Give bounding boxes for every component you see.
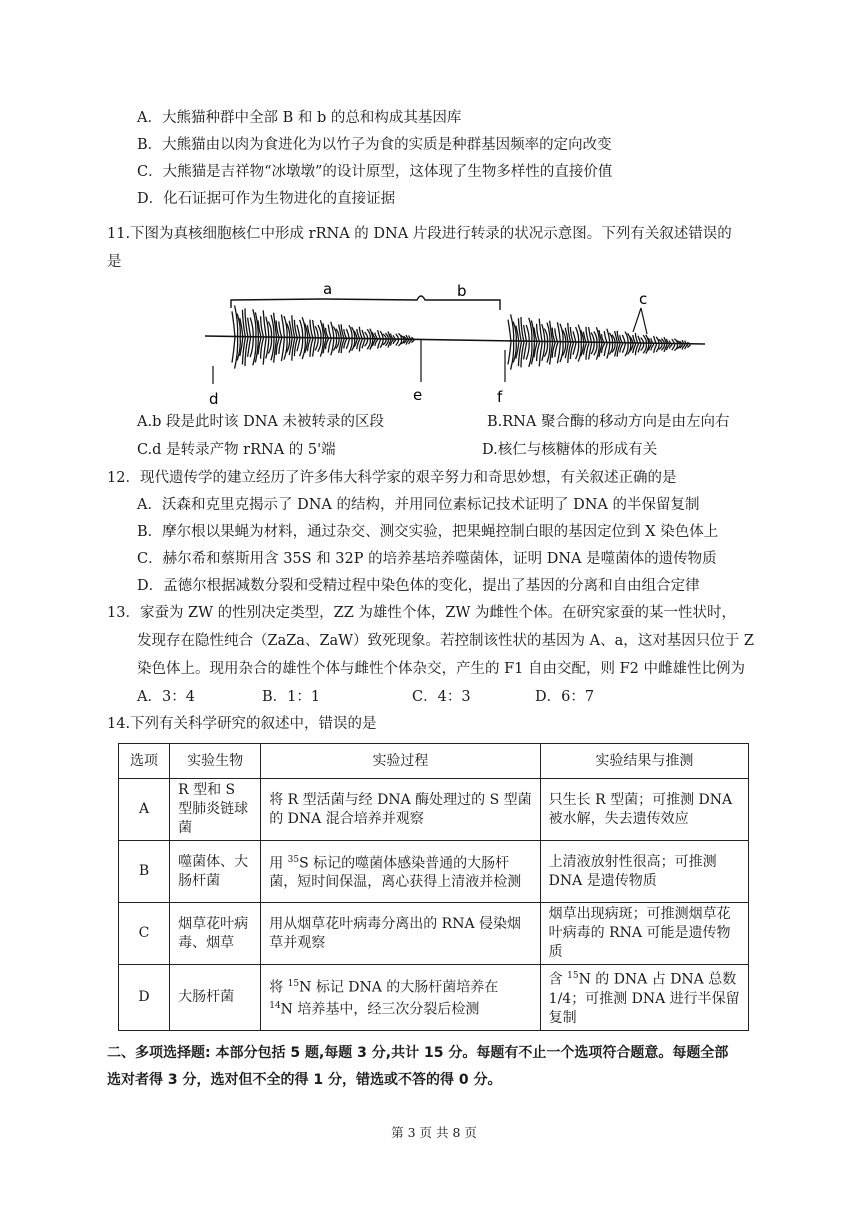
row-result: 上清液放射性很高；可推测 DNA 是遗传物质	[540, 841, 748, 903]
label-b: b	[457, 282, 467, 300]
rrna-strand	[539, 319, 542, 343]
header-process: 实验过程	[261, 744, 540, 779]
q11-option-a: A.b 段是此时该 DNA 未被转录的区段	[137, 414, 384, 430]
label-f: f	[497, 388, 503, 406]
q12-option-c: C．赫尔希和蔡斯用含 35S 和 32P 的培养基培养噬菌体，证明 DNA 是噬菌体的遗传物质	[137, 551, 717, 567]
q11-option-d: D.核仁与核糖体的形成有关	[482, 442, 658, 458]
rrna-strand	[537, 324, 540, 343]
q13-option-a: A．3：4	[137, 689, 195, 705]
rrna-strand	[313, 338, 316, 356]
label-c: c	[639, 290, 648, 308]
q10-option-b: B．大熊猫由以肉为食进化为以竹子为食的实质是种群基因频率的定向改变	[137, 137, 612, 153]
rrna-strand	[313, 320, 316, 338]
transcription-diagram	[195, 282, 725, 408]
rrna-strand	[521, 317, 524, 342]
table-row	[119, 903, 749, 965]
row-option: C	[119, 903, 170, 965]
q13-stem-1: 13．家蚕为 ZW 的性别决定类型，ZZ 为雄性个体，ZW 为雌性个体。在研究家蚕的某一性状时，	[107, 605, 736, 621]
rrna-strand	[589, 327, 592, 343]
row-result: 含 $^{15}$N 的 DNA 占 DNA 总数 1/4；可推测 DNA 进行半保留复制	[540, 965, 748, 1031]
rrna-strand	[281, 338, 284, 361]
table-header-row	[119, 744, 749, 779]
rrna-strand	[346, 329, 349, 339]
section-2-heading-cont: 选对者得 3 分，选对但不全的得 1 分，错选或不答的得 0 分。	[107, 1072, 502, 1088]
header-organism: 实验生物	[170, 744, 261, 779]
rrna-strand	[328, 325, 331, 339]
rrna-strand	[604, 344, 607, 356]
header-option: 选项	[119, 744, 170, 779]
rrna-strand	[537, 342, 540, 361]
rrna-strand	[263, 310, 266, 337]
q13-option-d: D．6：7	[535, 689, 595, 705]
row-option: B	[119, 841, 170, 903]
rrna-strand	[279, 322, 282, 338]
rrna-strand	[279, 338, 282, 354]
q13-option-b: B．1：1	[262, 689, 321, 705]
rrna-strand	[557, 343, 560, 364]
q13-stem-2: 发现存在隐性纯合（ZaZa、ZaW）致死现象。若控制该性状的基因为 A、a，这对基因只位于 Z	[137, 633, 754, 649]
row-result: 只生长 R 型菌；可推测 DNA 被水解，失去遗传效应	[540, 779, 748, 841]
q10-option-a: A．大熊猫种群中全部 B 和 b 的总和构成其基因库	[137, 110, 462, 126]
q11-stem-cont: 是	[107, 254, 122, 270]
q10-option-c: C．大熊猫是吉祥物“冰墩墩”的设计原型，这体现了生物多样性的直接价值	[137, 164, 613, 180]
section-2-heading: 二、多项选择题: 本部分包括 5 题,每题 3 分,共计 15 分。每题有不止一个选项符合题意。每题全部	[107, 1045, 729, 1061]
experiment-table	[118, 743, 749, 1031]
label-a: a	[323, 282, 333, 298]
rrna-strand	[331, 339, 334, 356]
row-process: 用从烟草花叶病毒分离出的 RNA 侵染烟草并观察	[261, 903, 540, 965]
row-option: D	[119, 965, 170, 1031]
rrna-strand	[555, 343, 558, 357]
table-row	[119, 841, 749, 903]
rrna-strand	[396, 340, 399, 346]
q11-option-c: C.d 是转录产物 rRNA 的 5'端	[137, 442, 336, 458]
rrna-strand	[589, 343, 592, 359]
rrna-strand	[539, 342, 542, 366]
rrna-strand	[635, 344, 638, 355]
row-process: 将 $^{15}$N 标记 DNA 的大肠杆菌培养在 $^{14}$N 培养基中，经三次分裂后检测	[261, 965, 540, 1031]
rrna-strand	[622, 344, 625, 353]
rrna-strand	[359, 339, 362, 351]
rrna-strand	[261, 316, 264, 337]
table-row	[119, 965, 749, 1031]
rrna-strand	[281, 314, 284, 337]
table-row	[119, 779, 749, 841]
rrna-strand	[672, 345, 675, 350]
rrna-strand	[359, 327, 362, 339]
q14-stem: 14.下列有关科学研究的叙述中，错误的是	[107, 716, 377, 732]
rrna-strand	[232, 311, 235, 337]
q10-option-d: D．化石证据可作为生物进化的直接证据	[137, 191, 396, 207]
q12-option-b: B．摩尔根以果蝇为材料，通过杂交、测交实验，把果蝇控制白眼的基因定位到 X 染色体上	[137, 524, 719, 540]
row-process: 将 R 型活菌与经 DNA 酶处理过的 S 型菌的 DNA 混合培养并观察	[261, 779, 540, 841]
rrna-strand	[607, 344, 610, 359]
rrna-strand	[328, 339, 331, 353]
q12-option-a: A．沃森和克里克揭示了 DNA 的结构，并用同位素标记技术证明了 DNA 的半保留复制	[137, 497, 700, 513]
q11-option-b: B.RNA 聚合酶的移动方向是由左向右	[487, 414, 730, 430]
q11-stem: 11.下图为真核细胞核仁中形成 rRNA 的 DNA 片段进行转录的状况示意图。下列有关叙述错误的	[107, 226, 732, 242]
row-organism: R 型和 S 型肺炎链球菌	[170, 779, 261, 841]
label-d: d	[209, 390, 219, 408]
rrna-strand	[294, 338, 297, 356]
rrna-strand	[508, 342, 511, 364]
rrna-strand	[570, 343, 573, 359]
rrna-strand	[232, 337, 235, 363]
rrna-strand	[555, 328, 558, 342]
rrna-strand	[607, 329, 610, 344]
rrna-strand	[261, 337, 264, 358]
row-option: A	[119, 779, 170, 841]
q12-stem: 12．现代遗传学的建立经历了许多伟大科学家的艰辛努力和奇思妙想，有关叙述正确的是	[107, 470, 677, 486]
rrna-strand	[508, 320, 511, 342]
page-number: 第 3 页 共 8 页	[391, 1125, 477, 1140]
rrna-strand	[521, 342, 524, 367]
row-organism: 噬菌体、大肠杆菌	[170, 841, 261, 903]
row-result: 烟草出现病斑；可推测烟草花叶病毒的 RNA 可能是遗传物质	[540, 903, 748, 965]
row-organism: 烟草花叶病毒、烟草	[170, 903, 261, 965]
q12-option-d: D．孟德尔根据减数分裂和受精过程中染色体的变化，提出了基因的分离和自由组合定律	[137, 578, 700, 594]
q13-stem-3: 染色体上。现用杂合的雄性个体与雌性个体杂交，产生的 F1 自由交配，则 F2 中雌雄性比例为	[137, 661, 746, 677]
q13-option-c: C．4：3	[412, 689, 471, 705]
rrna-strand	[331, 322, 334, 339]
label-e: e	[413, 386, 423, 404]
rrna-strand	[346, 339, 349, 349]
header-result: 实验结果与推测	[540, 744, 748, 779]
row-organism: 大肠杆菌	[170, 965, 261, 1031]
rrna-strand	[245, 337, 248, 366]
rrna-strand	[245, 308, 248, 337]
row-process: 用 $^{35}$S 标记的噬菌体感染普通的大肠杆菌，短时间保温，离心获得上清液并检测	[261, 841, 540, 903]
rrna-strand	[263, 337, 266, 364]
